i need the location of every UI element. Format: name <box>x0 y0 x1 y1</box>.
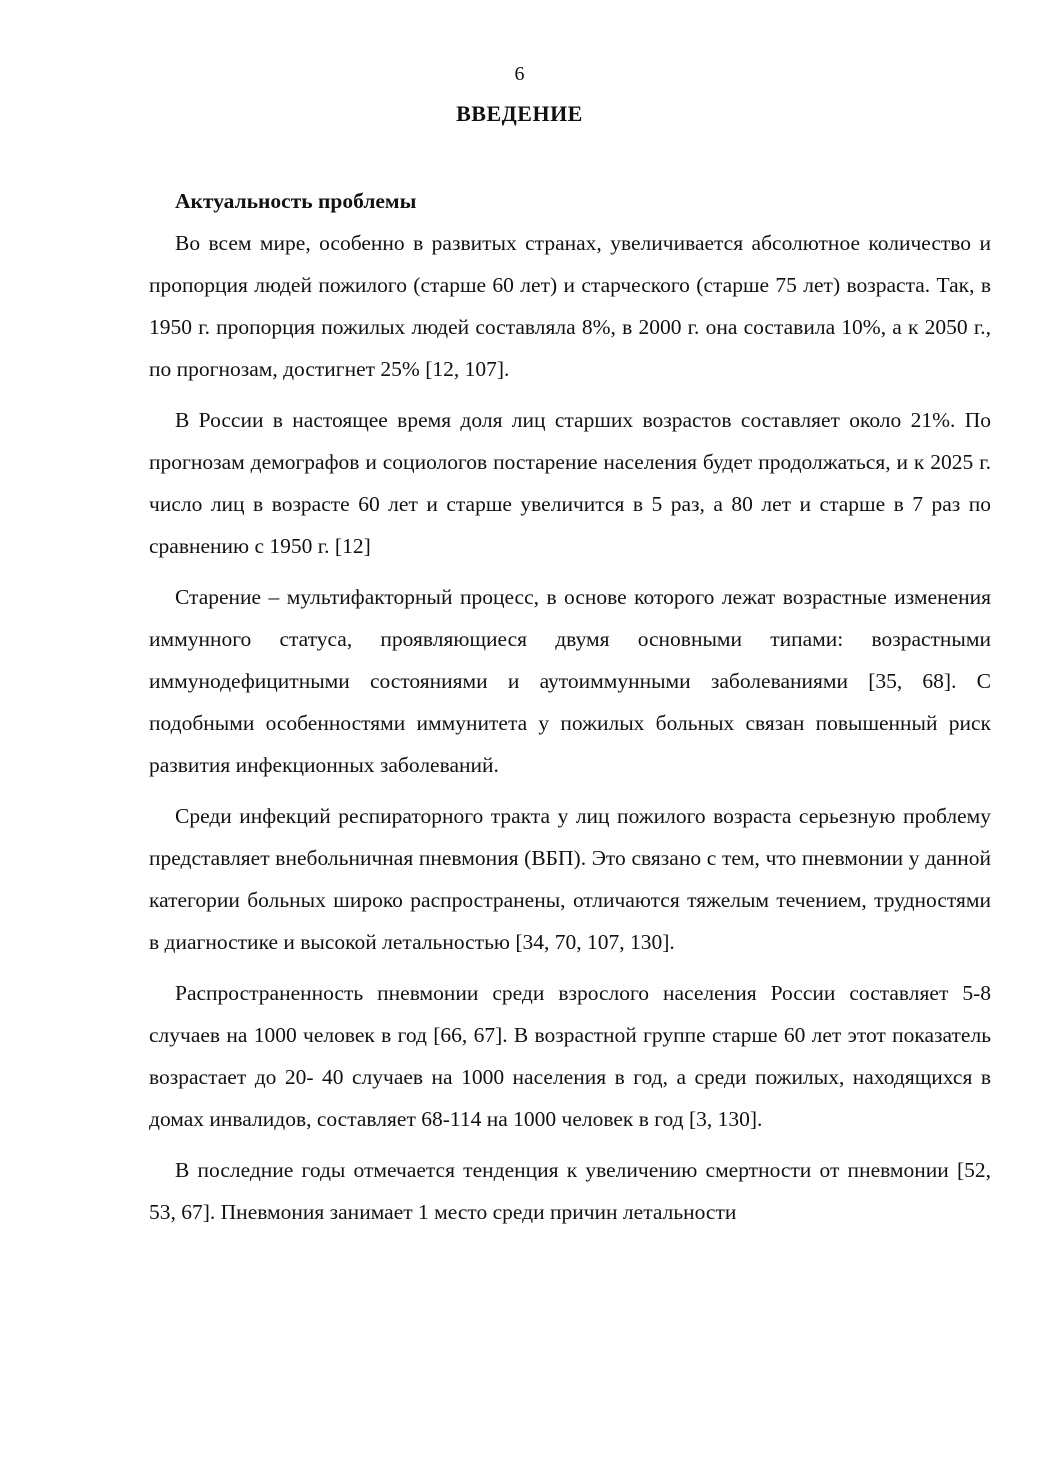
section-heading: ВВЕДЕНИЕ <box>456 101 583 126</box>
page-number: 6 <box>514 63 525 85</box>
paragraph-4: Среди инфекций респираторного тракта у лиц пожилого возраста серьезную проблему представляет внебольничная пневмония (ВБП). Это связано с тем, что пневмонии у данной категории больных широко распространены, отличаются тяжелым течением, трудностями в диагностике и высокой летальностью [34, 70, 107, 130]. <box>149 804 991 954</box>
paragraph-2: В России в настоящее время доля лиц старших возрастов составляет около 21%. По прогнозам демографов и социологов постарение населения будет продолжаться, и к 2025 г. число лиц в возрасте 60 лет и старше увеличится в 5 раз, а 80 лет и старше в 7 раз по сравнению с 1950 г. [12] <box>149 408 991 558</box>
paragraph-3: Старение – мультифакторный процесс, в основе которого лежат возрастные изменения иммунного статуса, проявляющиеся двумя основными типами: возрастными иммунодефицитными состояниями и аутоиммунными заболеваниями [35, 68]. С подобными особенностями иммунитета у пожилых больных связан повышенный риск развития инфекционных заболеваний. <box>149 585 991 777</box>
paragraph-5: Распространенность пневмонии среди взрослого населения России составляет 5-8 случаев на 1000 человек в год [66, 67]. В возрастной группе старше 60 лет этот показатель возрастает до 20- 40 случаев на 1000 населения в год, а среди пожилых, находящихся в домах инвалидов, составляет 68-114 на 1000 человек в год [3, 130]. <box>149 981 991 1131</box>
paragraph-1: Во всем мире, особенно в развитых странах, увеличивается абсолютное количество и пропорция людей пожилого (старше 60 лет) и старческого (старше 75 лет) возраста. Так, в 1950 г. пропорция пожилых людей составляла 8%, в 2000 г. она составила 10%, а к 2050 г., по прогнозам, достигнет 25% [12, 107]. <box>149 231 991 381</box>
subsection-heading: Актуальность проблемы <box>175 189 417 213</box>
document-body <box>149 180 991 1242</box>
paragraph-6: В последние годы отмечается тенденция к увеличению смертности от пневмонии [52, 53, 67]. Пневмония занимает 1 место среди причин летальности <box>149 1158 991 1224</box>
